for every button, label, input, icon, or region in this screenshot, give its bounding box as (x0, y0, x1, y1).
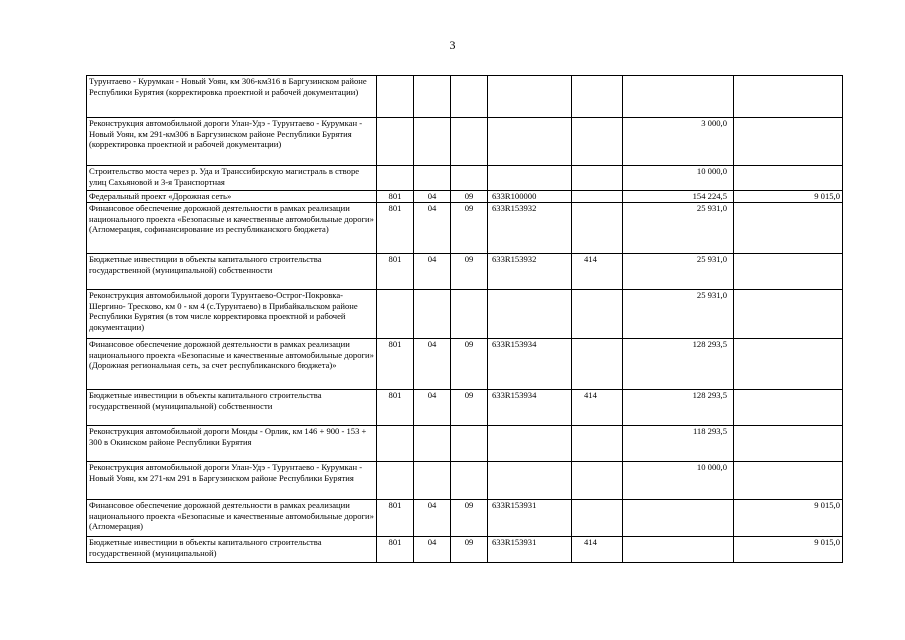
cell-amount-1 (623, 537, 734, 563)
table-row (87, 166, 843, 191)
cell-target (488, 166, 572, 191)
table-row (87, 390, 843, 426)
cell-vr (572, 166, 623, 191)
table-row (87, 426, 843, 462)
cell-section (414, 166, 451, 191)
cell-subsection (451, 76, 488, 118)
cell-amount-1: 3 000,0 (623, 118, 734, 166)
cell-subsection: 09 (451, 203, 488, 254)
cell-amount-2 (734, 166, 843, 191)
cell-target (488, 462, 572, 500)
cell-amount-1: 128 293,5 (623, 339, 734, 390)
cell-ministry (377, 426, 414, 462)
cell-subsection: 09 (451, 191, 488, 203)
cell-amount-2 (734, 339, 843, 390)
cell-subsection: 09 (451, 339, 488, 390)
cell-subsection: 09 (451, 500, 488, 537)
cell-section: 04 (414, 254, 451, 290)
table-row (87, 462, 843, 500)
cell-amount-2 (734, 290, 843, 339)
cell-name: Реконструкция автомобильной дороги Монды - Орлик, км 146 + 900 - 153 + 300 в Окинском районе Республики Бурятия (87, 426, 377, 462)
cell-vr (572, 76, 623, 118)
cell-vr (572, 339, 623, 390)
budget-table (86, 75, 843, 563)
cell-ministry: 801 (377, 203, 414, 254)
table-row (87, 339, 843, 390)
budget-table-body (87, 76, 843, 563)
cell-amount-2 (734, 426, 843, 462)
cell-amount-2 (734, 118, 843, 166)
cell-amount-1: 128 293,5 (623, 390, 734, 426)
cell-name: Финансовое обеспечение дорожной деятельности в рамках реализации национального проекта «Безопасные и качественные автомобильные дороги» (Дорожная региональная сеть, за счет республиканского бюджета)» (87, 339, 377, 390)
cell-amount-2 (734, 462, 843, 500)
cell-amount-1: 118 293,5 (623, 426, 734, 462)
cell-ministry (377, 118, 414, 166)
cell-target: 633R100000 (488, 191, 572, 203)
cell-section (414, 290, 451, 339)
cell-vr (572, 203, 623, 254)
cell-target: 633R153934 (488, 339, 572, 390)
cell-amount-1: 25 931,0 (623, 254, 734, 290)
cell-amount-1: 10 000,0 (623, 462, 734, 500)
cell-name: Реконструкция автомобильной дороги Турунтаево-Острог-Покровка-Шергино- Тресково, км 0 - км 4 (с.Турунтаево) в Прибайкальском районе Республики Бурятия (в том числе корректировка проектной и рабочей документации) (87, 290, 377, 339)
cell-vr (572, 500, 623, 537)
cell-ministry: 801 (377, 339, 414, 390)
cell-target (488, 118, 572, 166)
cell-vr: 414 (572, 254, 623, 290)
table-row (87, 254, 843, 290)
cell-subsection: 09 (451, 254, 488, 290)
cell-amount-1 (623, 76, 734, 118)
cell-target: 633R153932 (488, 203, 572, 254)
cell-target: 633R153931 (488, 500, 572, 537)
cell-name: Бюджетные инвестиции в объекты капитального строительства государственной (муниципальной) собственности (87, 390, 377, 426)
cell-ministry (377, 290, 414, 339)
cell-subsection (451, 118, 488, 166)
table-row (87, 290, 843, 339)
cell-name: Федеральный проект «Дорожная сеть» (87, 191, 377, 203)
cell-ministry: 801 (377, 254, 414, 290)
page-number: 3 (449, 38, 456, 52)
cell-ministry: 801 (377, 191, 414, 203)
table-row (87, 118, 843, 166)
cell-name: Реконструкция автомобильной дороги Улан-Удэ - Турунтаево - Курумкан - Новый Уоян, км 271-км 291 в Баргузинском районе Республики Бурятия (87, 462, 377, 500)
cell-amount-2 (734, 390, 843, 426)
cell-ministry: 801 (377, 500, 414, 537)
cell-section: 04 (414, 390, 451, 426)
cell-subsection: 09 (451, 390, 488, 426)
cell-target (488, 290, 572, 339)
cell-subsection (451, 462, 488, 500)
cell-target (488, 426, 572, 462)
cell-amount-1: 154 224,5 (623, 191, 734, 203)
table-row (87, 76, 843, 118)
cell-vr (572, 462, 623, 500)
cell-subsection: 09 (451, 537, 488, 563)
cell-section (414, 118, 451, 166)
cell-amount-1 (623, 500, 734, 537)
cell-ministry (377, 166, 414, 191)
cell-name: Финансовое обеспечение дорожной деятельности в рамках реализации национального проекта «Безопасные и качественные автомобильные дороги» (Агломерация) (87, 500, 377, 537)
cell-section: 04 (414, 537, 451, 563)
cell-target (488, 76, 572, 118)
cell-amount-2 (734, 254, 843, 290)
cell-section: 04 (414, 339, 451, 390)
cell-target: 633R153931 (488, 537, 572, 563)
cell-amount-2 (734, 76, 843, 118)
cell-ministry: 801 (377, 390, 414, 426)
cell-subsection (451, 166, 488, 191)
cell-name: Строительство моста через р. Уда и Транссибирскую магистраль в створе улиц Сахьяновой и 3-я Транспортная (87, 166, 377, 191)
cell-section: 04 (414, 191, 451, 203)
cell-amount-2 (734, 203, 843, 254)
cell-target: 633R153932 (488, 254, 572, 290)
cell-vr: 414 (572, 390, 623, 426)
cell-amount-1: 10 000,0 (623, 166, 734, 191)
table-row (87, 537, 843, 563)
cell-subsection (451, 290, 488, 339)
cell-name: Финансовое обеспечение дорожной деятельности в рамках реализации национального проекта «Безопасные и качественные автомобильные дороги» (Агломерация, софинансирование из республиканского бюджета) (87, 203, 377, 254)
cell-target: 633R153934 (488, 390, 572, 426)
table-row (87, 191, 843, 203)
cell-amount-2: 9 015,0 (734, 537, 843, 563)
cell-section (414, 462, 451, 500)
cell-ministry (377, 462, 414, 500)
cell-ministry (377, 76, 414, 118)
cell-amount-1: 25 931,0 (623, 290, 734, 339)
cell-name: Бюджетные инвестиции в объекты капитального строительства государственной (муниципальной) (87, 537, 377, 563)
cell-section (414, 426, 451, 462)
cell-amount-1: 25 931,0 (623, 203, 734, 254)
cell-vr (572, 118, 623, 166)
cell-section (414, 76, 451, 118)
cell-amount-2: 9 015,0 (734, 191, 843, 203)
cell-ministry: 801 (377, 537, 414, 563)
cell-subsection (451, 426, 488, 462)
cell-section: 04 (414, 500, 451, 537)
cell-section: 04 (414, 203, 451, 254)
cell-name: Бюджетные инвестиции в объекты капитального строительства государственной (муниципальной) собственности (87, 254, 377, 290)
cell-name: Реконструкция автомобильной дороги Улан-Удэ - Турунтаево - Курумкан - Новый Уоян, км 291-км306 в Баргузинском районе Республики Бурятия (корректировка проектной и рабочей документации) (87, 118, 377, 166)
cell-name: Турунтаево - Курумкан - Новый Уоян, км 306-км316 в Баргузинском районе Республики Бурятия (корректировка проектной и рабочей документации) (87, 76, 377, 118)
cell-vr (572, 426, 623, 462)
cell-vr: 414 (572, 537, 623, 563)
cell-vr (572, 290, 623, 339)
table-row (87, 203, 843, 254)
cell-vr (572, 191, 623, 203)
cell-amount-2: 9 015,0 (734, 500, 843, 537)
table-row (87, 500, 843, 537)
